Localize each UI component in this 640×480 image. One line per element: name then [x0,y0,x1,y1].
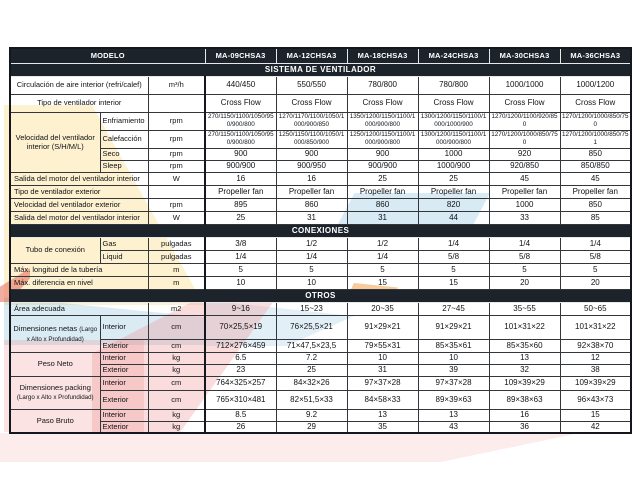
group-label-dimensiones-packing [10,376,100,409]
value-cell: Cross Flow [418,94,489,112]
value-cell: 20 [489,276,560,289]
group-label-paso-bruto: Paso Bruto [10,409,100,433]
value-cell: 85×35×61 [418,339,489,352]
value-cell: Propeller fan [560,185,631,198]
value-cell: 1300/1200/1150/1100/1000/900/800 [418,130,489,148]
value-cell: 900 [347,148,418,160]
sub-label: Exterior [100,364,148,376]
unit-cell [148,185,205,198]
value-cell: 3/8 [205,237,276,250]
value-cell: 12 [560,352,631,364]
row-label: Salida del motor del ventilador interior [10,211,148,224]
group-label-peso-neto: Peso Neto [10,352,100,376]
value-cell: 84×58×33 [347,390,418,409]
value-cell: 44 [418,211,489,224]
group-label-text: Dimensiones packing [19,382,91,392]
value-cell: Cross Flow [560,94,631,112]
section-ventilador-row [10,63,631,76]
row-paso-bruto-exterior [10,421,631,433]
value-cell: 91×29×21 [347,315,418,339]
row-label: Circulación de aire interior (refri/calef) [10,76,148,94]
value-cell: 6.5 [205,352,276,364]
row-label: Velocidad del ventilador exterior [10,198,148,211]
row-velocidad-interior-calefaccion [10,130,631,148]
value-cell: 440/450 [205,76,276,94]
value-cell: 32 [489,364,560,376]
unit-cell: m [148,263,205,276]
row-area-adecuada [10,302,631,315]
row-label: Tipo de ventilador interior [10,94,148,112]
value-cell: 45 [560,172,631,185]
value-cell: 920 [489,148,560,160]
value-cell: Propeller fan [347,185,418,198]
value-cell: 15 [560,409,631,421]
value-cell: 1270/1200/1000/850/751 [560,130,631,148]
value-cell: 15~23 [276,302,347,315]
value-cell: 1000 [418,148,489,160]
value-cell: 5 [560,263,631,276]
value-cell: 25 [276,364,347,376]
value-cell: 1/2 [276,237,347,250]
section-otros-row [10,289,631,302]
value-cell: 85×35×60 [489,339,560,352]
row-label: Máx. diferencia en nivel [10,276,148,289]
value-cell: 79×55×31 [347,339,418,352]
value-cell: 38 [560,364,631,376]
value-cell: 764×325×257 [205,376,276,390]
model-name-cell: MA-12CHSA3 [276,48,347,63]
value-cell: 1/4 [418,237,489,250]
model-header-row [10,48,631,63]
value-cell: 31 [347,364,418,376]
row-salida-motor-interior [10,172,631,185]
value-cell: 71×47,5×23,5 [276,339,347,352]
specifications-table [9,47,632,434]
value-cell: Cross Flow [489,94,560,112]
value-cell: 900 [276,148,347,160]
value-cell: 26 [205,421,276,433]
value-cell: 1/4 [276,250,347,263]
value-cell: 1/4 [560,237,631,250]
section-header-conexiones: CONEXIONES [10,224,631,237]
unit-cell [148,94,205,112]
value-cell: 270/1150/1100/1050/950/900/800 [205,130,276,148]
sub-label: Interior [100,352,148,364]
value-cell: 36 [489,421,560,433]
value-cell: 1/2 [347,237,418,250]
value-cell: 1250/1150/1100/1050/1000/850/900 [276,130,347,148]
value-cell: 10 [205,276,276,289]
value-cell: 5 [489,263,560,276]
sub-label: Gas [100,237,148,250]
value-cell: Cross Flow [276,94,347,112]
sub-label: Enfriamiento [100,112,148,130]
value-cell: 31 [347,211,418,224]
value-cell: 35 [347,421,418,433]
value-cell: 900 [205,148,276,160]
value-cell: 10 [276,276,347,289]
model-name-cell: MA-18CHSA3 [347,48,418,63]
value-cell: 50~65 [560,302,631,315]
value-cell: 5 [276,263,347,276]
value-cell: 5 [205,263,276,276]
row-velocidad-ventilador-exterior [10,198,631,211]
value-cell: 16 [276,172,347,185]
row-circulacion-aire [10,76,631,94]
value-cell: 89×39×63 [418,390,489,409]
section-conexiones-row [10,224,631,237]
group-label-small: (Largo x Alto x Profundidad) [16,394,94,402]
value-cell: 7.2 [276,352,347,364]
value-cell: 850 [560,148,631,160]
value-cell: 82×51,5×33 [276,390,347,409]
value-cell: 20~35 [347,302,418,315]
unit-cell: rpm [148,112,205,130]
sub-label: Exterior [100,339,148,352]
value-cell: 20 [560,276,631,289]
row-tubo-conexion-liquid [10,250,631,263]
value-cell: 39 [418,364,489,376]
value-cell: 5 [347,263,418,276]
value-cell: 31 [276,211,347,224]
unit-cell: rpm [148,148,205,160]
unit-cell: kg [148,409,205,421]
row-label: Área adecuada [10,302,148,315]
value-cell: 895 [205,198,276,211]
value-cell: 89×38×63 [489,390,560,409]
value-cell: 43 [418,421,489,433]
unit-cell: W [148,211,205,224]
value-cell: 712×276×459 [205,339,276,352]
unit-cell: m³/h [148,76,205,94]
value-cell: 29 [276,421,347,433]
value-cell: 76×25,5×21 [276,315,347,339]
value-cell: 765×310×481 [205,390,276,409]
group-label-dimensiones-netas [10,315,100,352]
value-cell: 13 [489,352,560,364]
unit-cell: m2 [148,302,205,315]
sub-label: Seco [100,148,148,160]
value-cell: 1/4 [489,237,560,250]
value-cell: 5/8 [418,250,489,263]
row-max-longitud-tuberia [10,263,631,276]
section-header-ventilador: SISTEMA DE VENTILADOR [10,63,631,76]
value-cell: 1270/1170/1100/1050/1000/900/850 [276,112,347,130]
value-cell: 70×25,5×19 [205,315,276,339]
value-cell: 1000 [489,198,560,211]
row-paso-bruto-interior [10,409,631,421]
unit-cell: kg [148,421,205,433]
value-cell: 25 [418,172,489,185]
value-cell: 10 [347,352,418,364]
value-cell: 900/900 [205,160,276,172]
value-cell: 45 [489,172,560,185]
row-peso-neto-interior [10,352,631,364]
watermark-pink-bottom [0,433,580,462]
row-dimensiones-netas-exterior [10,339,631,352]
model-name-cell: MA-09CHSA3 [205,48,276,63]
value-cell: 15 [418,276,489,289]
value-cell: 13 [418,409,489,421]
value-cell: 1270/1200/1000/850/750 [489,130,560,148]
row-dimensiones-packing-exterior [10,390,631,409]
value-cell: 23 [205,364,276,376]
section-header-otros: OTROS [10,289,631,302]
value-cell: Propeller fan [489,185,560,198]
value-cell: 1/4 [205,250,276,263]
row-velocidad-interior-enfriamiento [10,112,631,130]
unit-cell: cm [148,339,205,352]
value-cell: 16 [205,172,276,185]
sub-label: Exterior [100,390,148,409]
modelo-header-cell: MODELO [10,48,205,63]
value-cell: 1270/1200/1100/920/850 [489,112,560,130]
value-cell: 8.5 [205,409,276,421]
sub-label: Interior [100,315,148,339]
value-cell: 109×39×29 [560,376,631,390]
value-cell: 27~45 [418,302,489,315]
value-cell: 97×37×28 [347,376,418,390]
row-label: Tipo de ventilador exterior [10,185,148,198]
row-max-diferencia-nivel [10,276,631,289]
unit-cell: cm [148,390,205,409]
value-cell: 25 [205,211,276,224]
value-cell: 1000/900 [418,160,489,172]
row-salida-motor-exterior [10,211,631,224]
value-cell: 16 [489,409,560,421]
value-cell: 84×32×26 [276,376,347,390]
value-cell: 33 [489,211,560,224]
value-cell: 35~55 [489,302,560,315]
value-cell: 1350/1200/1150/1100/1000/900/800 [347,112,418,130]
value-cell: 91×29×21 [418,315,489,339]
value-cell: 920/850 [489,160,560,172]
value-cell: 109×39×29 [489,376,560,390]
unit-cell: m [148,276,205,289]
value-cell: 96×43×73 [560,390,631,409]
row-velocidad-interior-sleep [10,160,631,172]
unit-cell: W [148,172,205,185]
unit-cell: pulgadas [148,250,205,263]
value-cell: 780/800 [347,76,418,94]
sub-label: Interior [100,376,148,390]
value-cell: 1000/1200 [560,76,631,94]
value-cell: 5/8 [489,250,560,263]
row-tubo-conexion-gas [10,237,631,250]
value-cell: Propeller fan [418,185,489,198]
sub-label: Interior [100,409,148,421]
value-cell: Cross Flow [347,94,418,112]
unit-cell: kg [148,352,205,364]
value-cell: Propeller fan [276,185,347,198]
value-cell: 860 [276,198,347,211]
value-cell: 15 [347,276,418,289]
value-cell: 92×38×70 [560,339,631,352]
unit-cell: rpm [148,160,205,172]
value-cell: 850 [560,198,631,211]
value-cell: 13 [347,409,418,421]
value-cell: 101×31×22 [560,315,631,339]
row-label: Salida del motor del ventilador interior [10,172,148,185]
unit-cell: kg [148,364,205,376]
row-velocidad-interior-seco [10,148,631,160]
sub-label: Exterior [100,421,148,433]
unit-cell: pulgadas [148,237,205,250]
row-tipo-ventilador-exterior [10,185,631,198]
unit-cell: rpm [148,130,205,148]
value-cell: 270/1150/1100/1050/950/900/800 [205,112,276,130]
value-cell: 5 [418,263,489,276]
value-cell: 1250/1200/1150/1100/1000/900/800 [347,130,418,148]
value-cell: 820 [418,198,489,211]
value-cell: Propeller fan [205,185,276,198]
row-label: Máx. longitud de la tubería [10,263,148,276]
value-cell: 900/950 [276,160,347,172]
value-cell: 780/800 [418,76,489,94]
value-cell: 1300/1200/1150/1100/1000/1000/900 [418,112,489,130]
value-cell: 860 [347,198,418,211]
unit-cell: rpm [148,198,205,211]
sub-label: Sleep [100,160,148,172]
sub-label: Liquid [100,250,148,263]
value-cell: 1000/1000 [489,76,560,94]
model-name-cell: MA-24CHSA3 [418,48,489,63]
value-cell: 42 [560,421,631,433]
row-dimensiones-netas-interior [10,315,631,339]
value-cell: 25 [347,172,418,185]
value-cell: 1/4 [347,250,418,263]
group-label-velocidad-interior: Velocidad del ventilador interior (S/H/M/L) [10,112,100,172]
row-tipo-ventilador-interior [10,94,631,112]
model-name-cell: MA-30CHSA3 [489,48,560,63]
value-cell: 1270/1200/1000/850/750 [560,112,631,130]
value-cell: 900/900 [347,160,418,172]
value-cell: Cross Flow [205,94,276,112]
model-name-cell: MA-36CHSA3 [560,48,631,63]
value-cell: 10 [418,352,489,364]
row-dimensiones-packing-interior [10,376,631,390]
value-cell: 9.2 [276,409,347,421]
group-label-tubo-conexion: Tubo de conexión [10,237,100,263]
unit-cell: cm [148,315,205,339]
value-cell: 9~16 [205,302,276,315]
group-label-text: Dimensiones netas [13,323,78,333]
row-peso-neto-exterior [10,364,631,376]
value-cell: 85 [560,211,631,224]
value-cell: 101×31×22 [489,315,560,339]
sub-label: Calefacción [100,130,148,148]
unit-cell: cm [148,376,205,390]
group-label-small: (Largo x Alto x Profundidad) [26,325,98,343]
value-cell: 550/550 [276,76,347,94]
value-cell: 5/8 [560,250,631,263]
value-cell: 850/850 [560,160,631,172]
value-cell: 97×37×28 [418,376,489,390]
